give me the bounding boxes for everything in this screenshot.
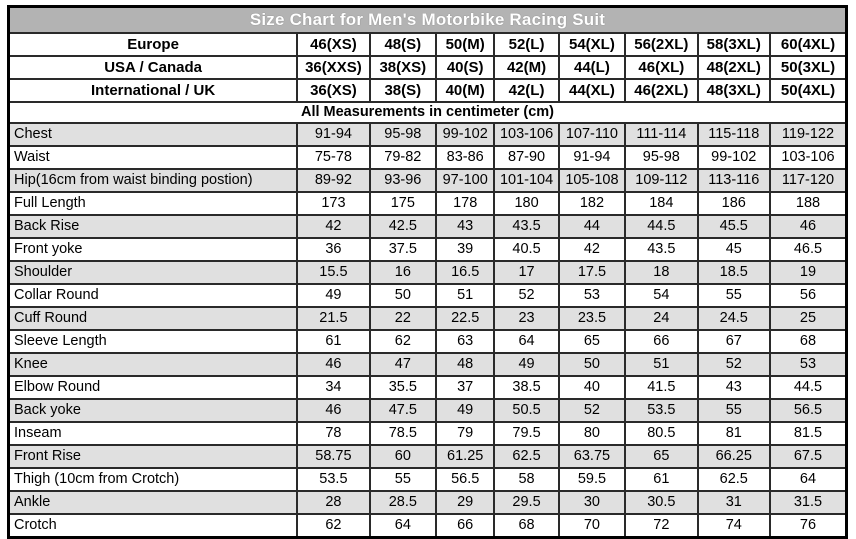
measurement-value-cell: 42.5 (370, 215, 436, 238)
measurement-value-cell: 83-86 (436, 146, 494, 169)
measurement-row (9, 284, 847, 307)
measurement-value-cell: 184 (625, 192, 697, 215)
measurement-value-cell: 62.5 (494, 445, 558, 468)
measurement-value-cell: 109-112 (625, 169, 697, 192)
measurement-label: Crotch (9, 514, 298, 538)
measurement-value-cell: 66 (436, 514, 494, 538)
measurement-value-cell: 53.5 (625, 399, 697, 422)
measurement-value-cell: 43 (698, 376, 770, 399)
measurement-row (9, 238, 847, 261)
measurement-label: Shoulder (9, 261, 298, 284)
measurement-value-cell: 45 (698, 238, 770, 261)
measurement-label: Inseam (9, 422, 298, 445)
measurement-value-cell: 23.5 (559, 307, 625, 330)
measurement-value-cell: 87-90 (494, 146, 558, 169)
measurement-label: Back Rise (9, 215, 298, 238)
measurement-value-cell: 56.5 (770, 399, 847, 422)
size-system-row (9, 33, 847, 56)
size-value-cell: 44(XL) (559, 79, 625, 102)
measurement-value-cell: 111-114 (625, 123, 697, 146)
measurement-value-cell: 37 (436, 376, 494, 399)
measurement-value-cell: 52 (494, 284, 558, 307)
measurement-row (9, 123, 847, 146)
size-value-cell: 46(2XL) (625, 79, 697, 102)
measurement-value-cell: 79-82 (370, 146, 436, 169)
measurement-value-cell: 30 (559, 491, 625, 514)
measurement-value-cell: 36 (297, 238, 369, 261)
measurement-value-cell: 115-118 (698, 123, 770, 146)
measurement-value-cell: 64 (370, 514, 436, 538)
measurement-value-cell: 74 (698, 514, 770, 538)
measurement-value-cell: 79 (436, 422, 494, 445)
measurement-value-cell: 55 (698, 399, 770, 422)
size-value-cell: 50(3XL) (770, 56, 847, 79)
measurement-value-cell: 40 (559, 376, 625, 399)
measurement-value-cell: 101-104 (494, 169, 558, 192)
size-value-cell: 42(M) (494, 56, 558, 79)
measurement-value-cell: 37.5 (370, 238, 436, 261)
measurement-value-cell: 28 (297, 491, 369, 514)
measurement-row (9, 330, 847, 353)
measurement-value-cell: 76 (770, 514, 847, 538)
measurement-value-cell: 42 (559, 238, 625, 261)
measurement-value-cell: 80 (559, 422, 625, 445)
measurement-value-cell: 60 (370, 445, 436, 468)
measurement-value-cell: 28.5 (370, 491, 436, 514)
measurement-value-cell: 29 (436, 491, 494, 514)
measurement-row (9, 422, 847, 445)
size-value-cell: 60(4XL) (770, 33, 847, 56)
measurement-value-cell: 93-96 (370, 169, 436, 192)
measurement-value-cell: 66.25 (698, 445, 770, 468)
measurement-value-cell: 70 (559, 514, 625, 538)
measurement-value-cell: 40.5 (494, 238, 558, 261)
size-value-cell: 50(M) (436, 33, 494, 56)
measurement-row (9, 261, 847, 284)
measurement-value-cell: 53 (559, 284, 625, 307)
measurement-value-cell: 17.5 (559, 261, 625, 284)
measurement-label: Ankle (9, 491, 298, 514)
measurement-value-cell: 113-116 (698, 169, 770, 192)
measurement-value-cell: 91-94 (297, 123, 369, 146)
measurement-value-cell: 18.5 (698, 261, 770, 284)
measurement-value-cell: 56.5 (436, 468, 494, 491)
measurement-value-cell: 23 (494, 307, 558, 330)
measurement-value-cell: 50 (370, 284, 436, 307)
size-system-row (9, 79, 847, 102)
size-system-row (9, 56, 847, 79)
measurement-value-cell: 46 (297, 399, 369, 422)
measurement-value-cell: 56 (770, 284, 847, 307)
measurement-value-cell: 59.5 (559, 468, 625, 491)
measurement-value-cell: 39 (436, 238, 494, 261)
size-value-cell: 50(4XL) (770, 79, 847, 102)
measurement-value-cell: 61 (297, 330, 369, 353)
measurement-value-cell: 175 (370, 192, 436, 215)
measurement-value-cell: 44 (559, 215, 625, 238)
measurement-value-cell: 16 (370, 261, 436, 284)
measurement-value-cell: 42 (297, 215, 369, 238)
size-value-cell: 38(XS) (370, 56, 436, 79)
measurement-value-cell: 58.75 (297, 445, 369, 468)
measurement-value-cell: 35.5 (370, 376, 436, 399)
measurement-value-cell: 64 (494, 330, 558, 353)
measurement-row (9, 192, 847, 215)
measurement-row (9, 353, 847, 376)
measurement-value-cell: 62 (370, 330, 436, 353)
size-value-cell: 38(S) (370, 79, 436, 102)
measurement-value-cell: 173 (297, 192, 369, 215)
measurement-value-cell: 31.5 (770, 491, 847, 514)
measurement-label: Back yoke (9, 399, 298, 422)
measurement-value-cell: 46.5 (770, 238, 847, 261)
measurement-value-cell: 53.5 (297, 468, 369, 491)
measurement-value-cell: 55 (698, 284, 770, 307)
measurement-value-cell: 62 (297, 514, 369, 538)
measurement-value-cell: 22.5 (436, 307, 494, 330)
units-note-row (9, 102, 847, 123)
measurement-value-cell: 107-110 (559, 123, 625, 146)
measurement-value-cell: 19 (770, 261, 847, 284)
size-system-label: Europe (9, 33, 298, 56)
measurement-value-cell: 95-98 (625, 146, 697, 169)
measurement-value-cell: 78 (297, 422, 369, 445)
measurement-value-cell: 79.5 (494, 422, 558, 445)
measurement-value-cell: 91-94 (559, 146, 625, 169)
measurement-value-cell: 51 (436, 284, 494, 307)
measurement-value-cell: 45.5 (698, 215, 770, 238)
measurement-label: Waist (9, 146, 298, 169)
measurement-value-cell: 41.5 (625, 376, 697, 399)
measurement-label: Chest (9, 123, 298, 146)
measurement-value-cell: 55 (370, 468, 436, 491)
measurement-value-cell: 66 (625, 330, 697, 353)
measurement-value-cell: 47 (370, 353, 436, 376)
measurement-value-cell: 61.25 (436, 445, 494, 468)
measurement-label: Full Length (9, 192, 298, 215)
measurement-value-cell: 34 (297, 376, 369, 399)
measurement-row (9, 514, 847, 538)
measurement-value-cell: 43.5 (494, 215, 558, 238)
chart-title: Size Chart for Men's Motorbike Racing Suit (9, 7, 847, 34)
measurement-value-cell: 54 (625, 284, 697, 307)
measurement-value-cell: 29.5 (494, 491, 558, 514)
measurement-row (9, 169, 847, 192)
measurement-value-cell: 15.5 (297, 261, 369, 284)
measurement-value-cell: 49 (297, 284, 369, 307)
measurement-value-cell: 22 (370, 307, 436, 330)
measurement-row (9, 376, 847, 399)
measurement-value-cell: 67.5 (770, 445, 847, 468)
measurement-value-cell: 64 (770, 468, 847, 491)
size-value-cell: 52(L) (494, 33, 558, 56)
units-note: All Measurements in centimeter (cm) (9, 102, 847, 123)
size-value-cell: 58(3XL) (698, 33, 770, 56)
measurement-value-cell: 62.5 (698, 468, 770, 491)
measurement-label: Thigh (10cm from Crotch) (9, 468, 298, 491)
measurement-value-cell: 43 (436, 215, 494, 238)
measurement-row (9, 215, 847, 238)
measurement-value-cell: 50 (559, 353, 625, 376)
measurement-label: Hip(16cm from waist binding postion) (9, 169, 298, 192)
measurement-value-cell: 81 (698, 422, 770, 445)
measurement-value-cell: 119-122 (770, 123, 847, 146)
size-value-cell: 56(2XL) (625, 33, 697, 56)
size-system-label: USA / Canada (9, 56, 298, 79)
measurement-value-cell: 49 (494, 353, 558, 376)
size-value-cell: 46(XS) (297, 33, 369, 56)
measurement-value-cell: 31 (698, 491, 770, 514)
measurement-value-cell: 65 (625, 445, 697, 468)
measurement-value-cell: 30.5 (625, 491, 697, 514)
measurement-label: Front Rise (9, 445, 298, 468)
size-value-cell: 46(XL) (625, 56, 697, 79)
measurement-row (9, 491, 847, 514)
measurement-label: Front yoke (9, 238, 298, 261)
measurement-value-cell: 75-78 (297, 146, 369, 169)
measurement-value-cell: 81.5 (770, 422, 847, 445)
measurement-value-cell: 180 (494, 192, 558, 215)
measurement-value-cell: 49 (436, 399, 494, 422)
size-value-cell: 36(XXS) (297, 56, 369, 79)
size-value-cell: 40(S) (436, 56, 494, 79)
measurement-value-cell: 188 (770, 192, 847, 215)
measurement-row (9, 445, 847, 468)
measurement-row (9, 307, 847, 330)
measurement-value-cell: 44.5 (625, 215, 697, 238)
measurement-value-cell: 58 (494, 468, 558, 491)
measurement-value-cell: 103-106 (770, 146, 847, 169)
measurement-value-cell: 17 (494, 261, 558, 284)
size-value-cell: 54(XL) (559, 33, 625, 56)
measurement-value-cell: 47.5 (370, 399, 436, 422)
size-value-cell: 40(M) (436, 79, 494, 102)
measurement-value-cell: 25 (770, 307, 847, 330)
size-value-cell: 36(XS) (297, 79, 369, 102)
measurement-value-cell: 24 (625, 307, 697, 330)
size-chart-table (7, 5, 848, 539)
size-value-cell: 48(3XL) (698, 79, 770, 102)
measurement-label: Elbow Round (9, 376, 298, 399)
measurement-value-cell: 97-100 (436, 169, 494, 192)
measurement-value-cell: 68 (494, 514, 558, 538)
size-value-cell: 48(2XL) (698, 56, 770, 79)
measurement-value-cell: 99-102 (436, 123, 494, 146)
measurement-value-cell: 72 (625, 514, 697, 538)
measurement-row (9, 399, 847, 422)
measurement-value-cell: 186 (698, 192, 770, 215)
measurement-label: Sleeve Length (9, 330, 298, 353)
measurement-value-cell: 43.5 (625, 238, 697, 261)
measurement-value-cell: 78.5 (370, 422, 436, 445)
measurement-value-cell: 48 (436, 353, 494, 376)
measurement-value-cell: 46 (770, 215, 847, 238)
table-row-title (9, 7, 847, 34)
measurement-value-cell: 61 (625, 468, 697, 491)
measurement-label: Knee (9, 353, 298, 376)
measurement-value-cell: 89-92 (297, 169, 369, 192)
measurement-value-cell: 80.5 (625, 422, 697, 445)
measurement-value-cell: 52 (698, 353, 770, 376)
measurement-value-cell: 16.5 (436, 261, 494, 284)
measurement-value-cell: 46 (297, 353, 369, 376)
measurement-value-cell: 52 (559, 399, 625, 422)
measurement-value-cell: 103-106 (494, 123, 558, 146)
measurement-label: Cuff Round (9, 307, 298, 330)
measurement-value-cell: 63 (436, 330, 494, 353)
measurement-value-cell: 95-98 (370, 123, 436, 146)
measurement-value-cell: 99-102 (698, 146, 770, 169)
size-value-cell: 42(L) (494, 79, 558, 102)
measurement-value-cell: 44.5 (770, 376, 847, 399)
measurement-value-cell: 117-120 (770, 169, 847, 192)
measurement-row (9, 146, 847, 169)
measurement-value-cell: 21.5 (297, 307, 369, 330)
measurement-value-cell: 18 (625, 261, 697, 284)
measurement-row (9, 468, 847, 491)
measurement-value-cell: 51 (625, 353, 697, 376)
measurement-value-cell: 178 (436, 192, 494, 215)
measurement-value-cell: 65 (559, 330, 625, 353)
measurement-value-cell: 24.5 (698, 307, 770, 330)
measurement-value-cell: 38.5 (494, 376, 558, 399)
measurement-value-cell: 68 (770, 330, 847, 353)
size-system-label: International / UK (9, 79, 298, 102)
measurement-value-cell: 63.75 (559, 445, 625, 468)
measurement-value-cell: 67 (698, 330, 770, 353)
measurement-value-cell: 50.5 (494, 399, 558, 422)
measurement-value-cell: 53 (770, 353, 847, 376)
size-value-cell: 48(S) (370, 33, 436, 56)
measurement-value-cell: 105-108 (559, 169, 625, 192)
size-value-cell: 44(L) (559, 56, 625, 79)
measurement-value-cell: 182 (559, 192, 625, 215)
measurement-label: Collar Round (9, 284, 298, 307)
